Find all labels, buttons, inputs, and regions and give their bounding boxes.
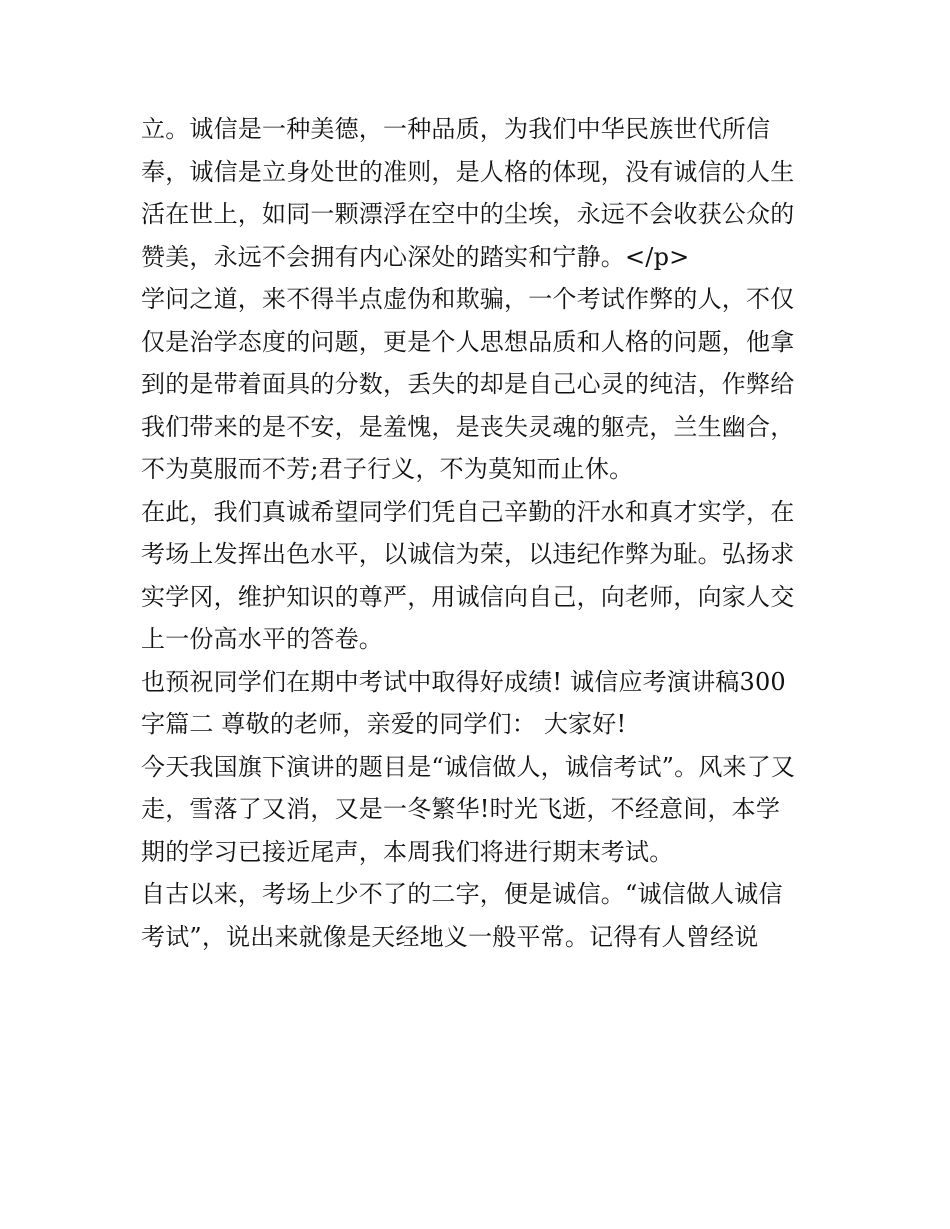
text-line: 考场上发挥出色水平，以诚信为荣，以违纪作弊为耻。弘扬求: [141, 540, 795, 568]
text-line: 在此，我们真诚希望同学们凭自己辛勤的汗水和真才实学，在: [141, 497, 795, 526]
text-line: 今天我国旗下演讲的题目是“诚信做人，诚信考试”。风来了又: [141, 752, 796, 781]
text-line: 走，雪落了又消，又是一冬繁华!时光飞逝，不经意间，本学: [141, 795, 781, 823]
text-line: 学问之道，来不得半点虚伪和欺骗，一个考试作弊的人，不仅: [141, 285, 795, 313]
text-line: 赞美，永远不会拥有内心深处的踏实和宁静。</p>: [141, 242, 690, 271]
text-line: 立。诚信是一种美德，一种品质，为我们中华民族世代所信: [141, 115, 771, 143]
text-line: 自古以来，考场上少不了的二字，便是诚信。“诚信做人诚信: [141, 880, 783, 908]
text-line: 考试”，说出来就像是天经地义一般平常。记得有人曾经说: [141, 922, 759, 951]
text-line: 奉，诚信是立身处世的准则，是人格的体现，没有诚信的人生: [141, 157, 795, 186]
text-line: 到的是带着面具的分数，丢失的却是自己心灵的纯洁，作弊给: [141, 370, 795, 398]
text-line: 我们带来的是不安，是羞愧，是丧失灵魂的躯壳，兰生幽合，: [141, 412, 795, 441]
text-line: 期的学习已接近尾声，本周我们将进行期末考试。: [141, 837, 674, 866]
text-line: 也预祝同学们在期中考试中取得好成绩! 诚信应考演讲稿300: [141, 667, 786, 696]
text-line: 字篇二 尊敬的老师，亲爱的同学们： 大家好!: [141, 710, 627, 738]
text-line: 仅是治学态度的问题，更是个人思想品质和人格的问题，他拿: [141, 327, 795, 356]
text-line: 实学冈，维护知识的尊严，用诚信向自己，向老师，向家人交: [141, 582, 795, 611]
text-line: 不为莫服而不芳;君子行义，不为莫知而止休。: [141, 455, 634, 483]
body-text: [141, 108, 821, 958]
text-line: 活在世上，如同一颗漂浮在空中的尘埃，永远不会收获公众的: [141, 200, 795, 228]
text-line: 上一份高水平的答卷。: [141, 625, 383, 653]
